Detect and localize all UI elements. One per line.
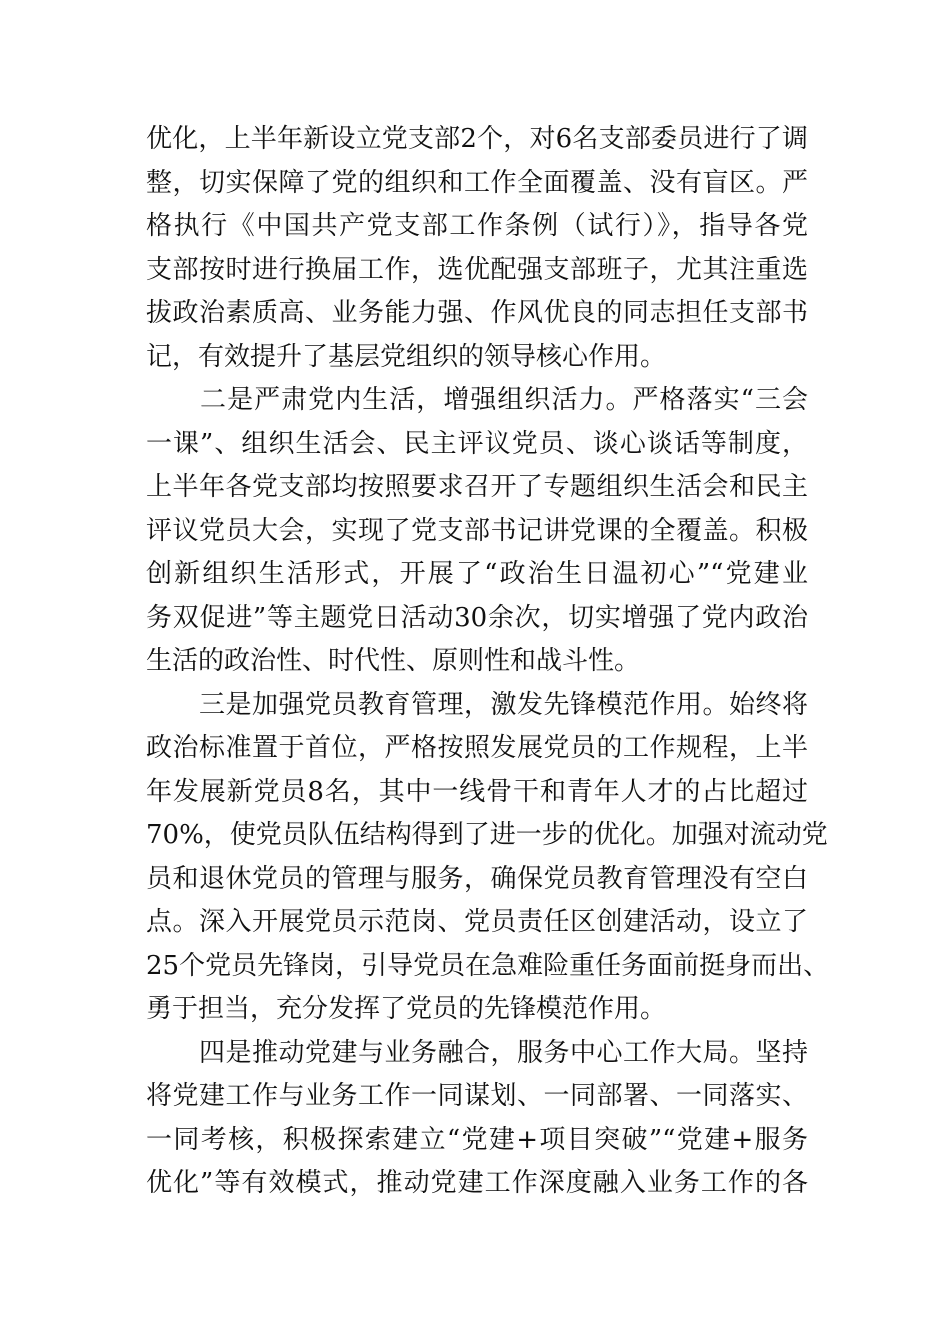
text-line: 二是严肃党内生活，增强组织活力。严格落实“三会	[146, 385, 808, 415]
text-line: 四是推动党建与业务融合，服务中心工作大局。坚持	[146, 1037, 808, 1068]
document-body	[146, 118, 830, 1206]
text-line: 格执行《中国共产党支部工作条例（试行）》，指导各党	[146, 211, 808, 241]
text-line: 一同考核，积极探索建立“党建+项目突破”“党建+服务	[146, 1124, 808, 1155]
paragraph-business-integration	[146, 1032, 808, 1206]
text-line: 优化，上半年新设立党支部2个，对6名支部委员进行了调	[146, 124, 808, 154]
text-line: 支部按时进行换届工作，选优配强支部班子，尤其注重选	[146, 254, 808, 285]
text-line: 整，切实保障了党的组织和工作全面覆盖、没有盲区。严	[146, 167, 808, 198]
text-line: 评议党员大会，实现了党支部书记讲党课的全覆盖。积极	[146, 515, 808, 546]
text-line: 勇于担当，充分发挥了党员的先锋模范作用。	[146, 994, 667, 1024]
text-line: 优化”等有效模式，推动党建工作深度融入业务工作的各	[146, 1168, 808, 1198]
text-line: 员和退休党员的管理与服务，确保党员教育管理没有空白	[146, 863, 808, 894]
text-line: 上半年各党支部均按照要求召开了专题组织生活会和民主	[146, 472, 808, 502]
text-line: 点。深入开展党员示范岗、党员责任区创建活动，设立了	[146, 907, 808, 937]
paragraph-org-optimization	[146, 118, 808, 379]
text-line: 一课”、组织生活会、民主评议党员、谈心谈话等制度，	[146, 428, 808, 459]
paragraph-member-education	[146, 684, 830, 1032]
text-line: 25个党员先锋岗，引导党员在急难险重任务面前挺身而出、	[146, 950, 830, 981]
paragraph-party-life	[146, 379, 808, 684]
text-line: 将党建工作与业务工作一同谋划、一同部署、一同落实、	[146, 1081, 808, 1111]
text-line: 拔政治素质高、业务能力强、作风优良的同志担任支部书	[146, 298, 808, 328]
text-line: 三是加强党员教育管理，激发先锋模范作用。始终将	[146, 689, 808, 720]
text-line: 生活的政治性、时代性、原则性和战斗性。	[146, 646, 641, 676]
text-line: 政治标准置于首位，严格按照发展党员的工作规程，上半	[146, 733, 808, 763]
text-line: 创新组织生活形式，开展了“政治生日温初心”“党建业	[146, 559, 808, 589]
text-line: 记，有效提升了基层党组织的领导核心作用。	[146, 341, 667, 372]
text-line: 70%，使党员队伍结构得到了进一步的优化。加强对流动党	[146, 820, 828, 850]
text-line: 年发展新党员8名，其中一线骨干和青年人才的占比超过	[146, 776, 808, 807]
text-line: 务双促进”等主题党日活动30余次，切实增强了党内政治	[146, 602, 808, 633]
